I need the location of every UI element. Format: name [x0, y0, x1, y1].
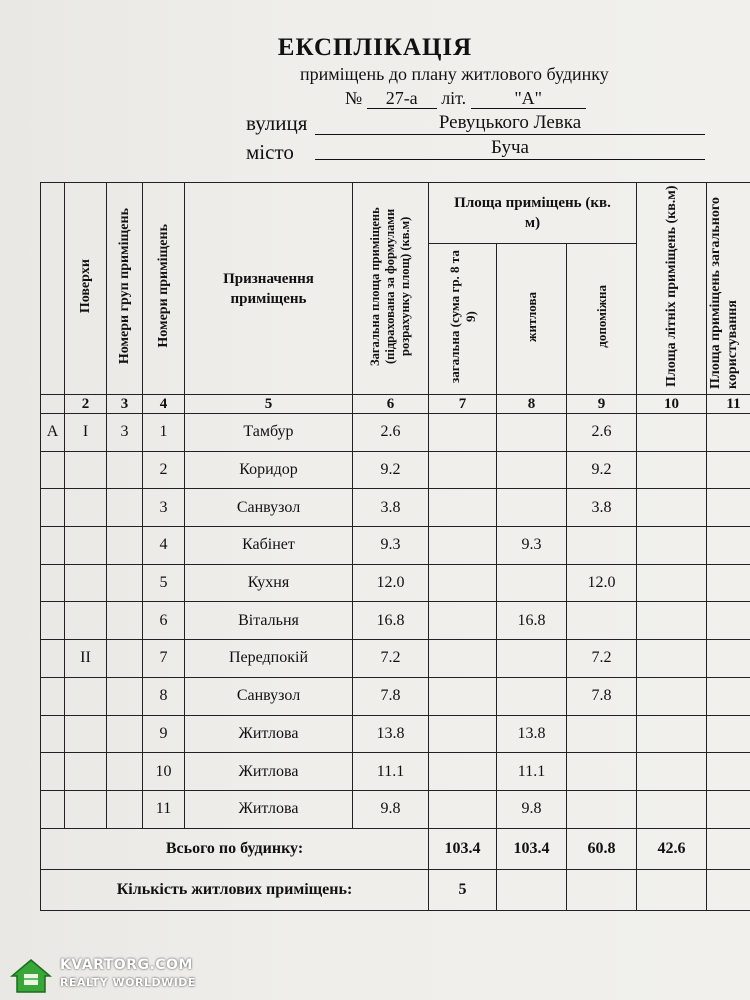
header-area-auxiliary: допоміжна: [567, 244, 637, 395]
cell-summer: [637, 527, 707, 565]
cell-group: [107, 527, 143, 565]
cell-aux: 2.6: [567, 414, 637, 452]
cell-total: 13.8: [353, 715, 429, 753]
cell-room: 7: [143, 640, 185, 678]
cell-purpose: Житлова: [185, 753, 353, 791]
cell-group: [107, 715, 143, 753]
cell-lit: [41, 677, 65, 715]
cell-living: [497, 677, 567, 715]
city-label: місто: [246, 140, 294, 164]
cell-common: [707, 414, 750, 452]
cell-common: [707, 451, 750, 489]
cell-general: [429, 640, 497, 678]
cell-total: 16.8: [353, 602, 429, 640]
table-row: [41, 414, 750, 452]
cell-living: 9.8: [497, 790, 567, 828]
cell-living: 9.3: [497, 527, 567, 565]
cell-floor: [65, 564, 107, 602]
cell-purpose: Санвузол: [185, 489, 353, 527]
cell-living: [497, 489, 567, 527]
cell-room: 2: [143, 451, 185, 489]
header-purpose: Призначення приміщень: [185, 183, 353, 395]
col-num: [41, 395, 65, 414]
cell-living: 11.1: [497, 753, 567, 791]
col-num: 2: [65, 395, 107, 414]
cell-summer: [637, 602, 707, 640]
cell-lit: [41, 715, 65, 753]
cell-aux: [567, 527, 637, 565]
table-row: [41, 527, 750, 565]
cell-room: 1: [143, 414, 185, 452]
empty-cell: [707, 869, 750, 910]
cell-common: [707, 527, 750, 565]
cell-aux: 7.8: [567, 677, 637, 715]
totals-summer-area: [707, 828, 750, 869]
col-num: 6: [353, 395, 429, 414]
cell-aux: [567, 753, 637, 791]
totals-living-area: 60.8: [567, 828, 637, 869]
cell-general: [429, 489, 497, 527]
empty-cell: [497, 869, 567, 910]
cell-floor: [65, 451, 107, 489]
cell-total: 2.6: [353, 414, 429, 452]
cell-common: [707, 790, 750, 828]
cell-lit: [41, 602, 65, 640]
table-row: [41, 677, 750, 715]
cell-group: 3: [107, 414, 143, 452]
cell-aux: 9.2: [567, 451, 637, 489]
cell-general: [429, 564, 497, 602]
city-value: Буча: [315, 137, 705, 160]
cell-aux: [567, 790, 637, 828]
cell-general: [429, 715, 497, 753]
cell-total: 9.8: [353, 790, 429, 828]
cell-purpose: Житлова: [185, 715, 353, 753]
cell-lit: А: [41, 414, 65, 452]
header-common-area: Площа приміщень загального користування: [707, 183, 750, 395]
cell-living: [497, 640, 567, 678]
header-group-numbers: Номери груп приміщень: [107, 183, 143, 395]
totals-label: Всього по будинку:: [41, 828, 429, 869]
col-num: 5: [185, 395, 353, 414]
cell-floor: II: [65, 640, 107, 678]
header-room-numbers: Номери приміщень: [143, 183, 185, 395]
cell-floor: I: [65, 414, 107, 452]
cell-purpose: Коридор: [185, 451, 353, 489]
cell-summer: [637, 715, 707, 753]
cell-summer: [637, 640, 707, 678]
empty-cell: [637, 869, 707, 910]
cell-general: [429, 602, 497, 640]
col-num: 7: [429, 395, 497, 414]
cell-total: 3.8: [353, 489, 429, 527]
living-count-label: Кількість житлових приміщень:: [41, 869, 429, 910]
site-watermark: [8, 956, 198, 996]
cell-aux: [567, 602, 637, 640]
cell-summer: [637, 451, 707, 489]
cell-room: 4: [143, 527, 185, 565]
table-row: [41, 753, 750, 791]
totals-row: [41, 828, 750, 869]
house-number-line: [345, 88, 586, 109]
cell-room: 11: [143, 790, 185, 828]
cell-floor: [65, 489, 107, 527]
header-summer-area: Площа літніх приміщень (кв.м): [637, 183, 707, 395]
cell-room: 10: [143, 753, 185, 791]
cell-group: [107, 790, 143, 828]
totals-aux-area: 42.6: [637, 828, 707, 869]
col-num: 4: [143, 395, 185, 414]
cell-aux: 12.0: [567, 564, 637, 602]
cell-floor: [65, 677, 107, 715]
lit-value: "А": [471, 88, 586, 109]
cell-floor: [65, 527, 107, 565]
cell-total: 7.8: [353, 677, 429, 715]
header-total-area: Загальна площа приміщень (підрахована за формулами розрахунку площ) (кв.м): [353, 183, 429, 395]
cell-summer: [637, 753, 707, 791]
street-value: Ревуцького Левка: [315, 112, 705, 135]
table-row: [41, 564, 750, 602]
col-num: 3: [107, 395, 143, 414]
header-lit-col: [41, 183, 65, 395]
cell-group: [107, 640, 143, 678]
cell-common: [707, 677, 750, 715]
cell-living: [497, 564, 567, 602]
cell-floor: [65, 715, 107, 753]
col-num: 10: [637, 395, 707, 414]
watermark-brand: KVARTORG.COM: [60, 957, 193, 973]
cell-aux: 3.8: [567, 489, 637, 527]
cell-purpose: Кабінет: [185, 527, 353, 565]
explication-table: [40, 182, 750, 911]
street-label: вулиця: [246, 111, 308, 135]
document-subtitle: приміщень до плану житлового будинку: [300, 64, 609, 84]
cell-room: 3: [143, 489, 185, 527]
cell-total: 9.2: [353, 451, 429, 489]
cell-total: 11.1: [353, 753, 429, 791]
cell-general: [429, 753, 497, 791]
document-title: ЕКСПЛІКАЦІЯ: [277, 34, 473, 61]
cell-summer: [637, 677, 707, 715]
column-number-row: [41, 395, 750, 414]
cell-total: 7.2: [353, 640, 429, 678]
header-area-group: Площа приміщень (кв. м): [429, 183, 637, 244]
cell-group: [107, 489, 143, 527]
cell-lit: [41, 640, 65, 678]
cell-group: [107, 564, 143, 602]
cell-general: [429, 527, 497, 565]
cell-summer: [637, 790, 707, 828]
table-row: [41, 790, 750, 828]
cell-common: [707, 564, 750, 602]
table-row: [41, 602, 750, 640]
col-num: 11: [707, 395, 750, 414]
cell-room: 5: [143, 564, 185, 602]
cell-common: [707, 640, 750, 678]
cell-room: 9: [143, 715, 185, 753]
cell-common: [707, 602, 750, 640]
cell-living: 16.8: [497, 602, 567, 640]
cell-lit: [41, 564, 65, 602]
watermark-slogan: REALTY WORLDWIDE: [60, 976, 196, 989]
col-num: 8: [497, 395, 567, 414]
cell-living: [497, 451, 567, 489]
cell-summer: [637, 489, 707, 527]
cell-purpose: Кухня: [185, 564, 353, 602]
empty-cell: [567, 869, 637, 910]
table-row: [41, 715, 750, 753]
cell-general: [429, 790, 497, 828]
cell-general: [429, 451, 497, 489]
cell-floor: [65, 753, 107, 791]
cell-total: 12.0: [353, 564, 429, 602]
cell-lit: [41, 790, 65, 828]
header-area-living: житлова: [497, 244, 567, 395]
cell-purpose: Передпокій: [185, 640, 353, 678]
cell-room: 6: [143, 602, 185, 640]
room-rows: [41, 414, 750, 829]
cell-purpose: Житлова: [185, 790, 353, 828]
cell-group: [107, 451, 143, 489]
cell-lit: [41, 489, 65, 527]
cell-general: [429, 677, 497, 715]
table-row: [41, 489, 750, 527]
living-count-value: 5: [429, 869, 497, 910]
living-count-row: [41, 869, 750, 910]
cell-common: [707, 489, 750, 527]
cell-room: 8: [143, 677, 185, 715]
cell-general: [429, 414, 497, 452]
totals-general-area: 103.4: [497, 828, 567, 869]
cell-lit: [41, 527, 65, 565]
cell-total: 9.3: [353, 527, 429, 565]
cell-floor: [65, 602, 107, 640]
house-number: 27-а: [367, 88, 437, 109]
cell-purpose: Вітальня: [185, 602, 353, 640]
cell-group: [107, 602, 143, 640]
house-logo-icon: [10, 958, 52, 994]
cell-aux: 7.2: [567, 640, 637, 678]
cell-common: [707, 715, 750, 753]
cell-group: [107, 677, 143, 715]
col-num: 9: [567, 395, 637, 414]
cell-purpose: Санвузол: [185, 677, 353, 715]
cell-summer: [637, 414, 707, 452]
cell-floor: [65, 790, 107, 828]
cell-living: 13.8: [497, 715, 567, 753]
cell-living: [497, 414, 567, 452]
cell-purpose: Тамбур: [185, 414, 353, 452]
table-row: [41, 640, 750, 678]
number-prefix: №: [345, 88, 363, 108]
cell-summer: [637, 564, 707, 602]
cell-common: [707, 753, 750, 791]
lit-label: літ.: [441, 88, 467, 108]
cell-aux: [567, 715, 637, 753]
table-row: [41, 451, 750, 489]
cell-group: [107, 753, 143, 791]
cell-lit: [41, 753, 65, 791]
cell-lit: [41, 451, 65, 489]
totals-total-area: 103.4: [429, 828, 497, 869]
header-floors: Поверхи: [65, 183, 107, 395]
header-area-general: загальна (сума гр. 8 та 9): [429, 244, 497, 395]
